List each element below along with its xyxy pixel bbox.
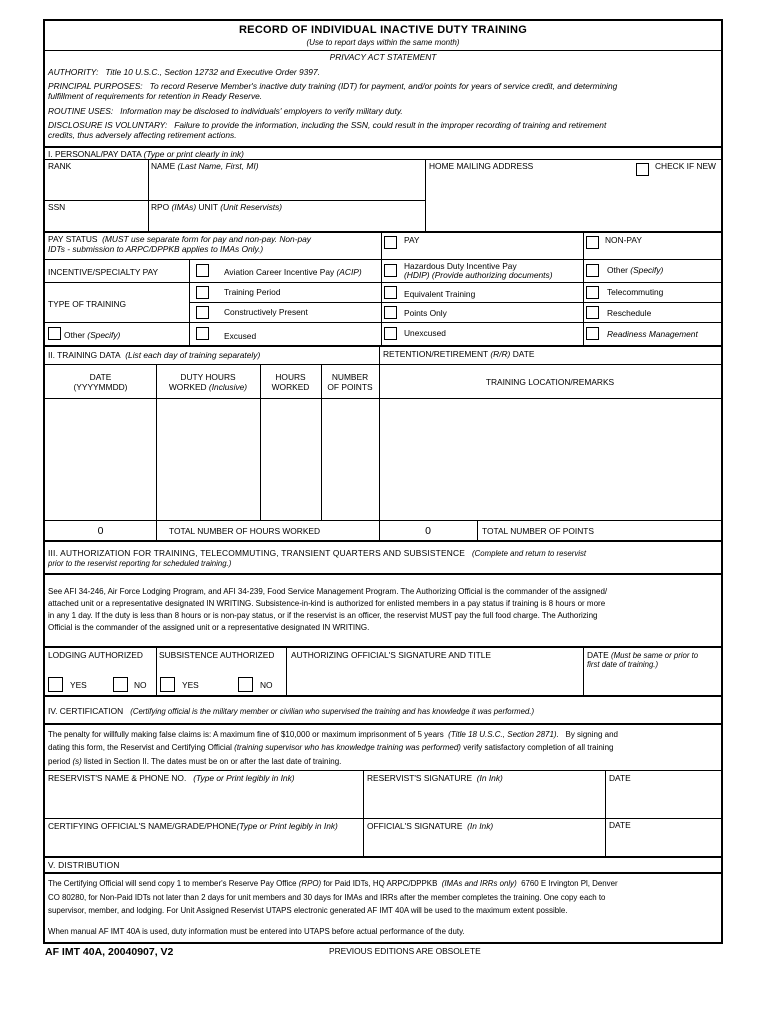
unexcused-label: Unexcused [404,328,446,338]
authority-label: AUTHORITY: [48,67,99,77]
form-id: AF IMT 40A, 20040907, V2 [45,946,174,958]
lodging-label: LODGING AUTHORIZED [48,650,143,660]
excused-label: Excused [224,331,257,341]
non-pay-checkbox[interactable] [586,236,599,249]
reschedule-label: Reschedule [607,308,652,318]
reservist-name-field[interactable] [47,784,361,816]
reservist-date-field[interactable] [607,784,719,816]
retention-label: RETENTION/RETIREMENT (R/R) DATE [383,349,535,359]
privacy-act-heading: PRIVACY ACT STATEMENT [329,52,437,62]
officials-signature-field[interactable] [365,832,603,855]
routine-text: Information may be disclosed to individuals' employers to verify military duty. [120,106,403,116]
equivalent-training-label: Equivalent Training [404,289,476,299]
section-3-para-4: Official is the commander of the assigned unit or a representative designated IN WRITING. [48,623,370,632]
other-pay-label: Other (Specify) [607,265,664,275]
section-3-para-2: attached unit or a representative designated IN WRITING. Subsistence-in-kind is authorized for enlisted members in a pay status if training is 8 hours or more [48,599,606,608]
hours-worked-column-field[interactable] [261,399,320,519]
penalty-line-2: dating this form, the Reservist and Certifying Official (training supervisor who has knowledge training was performed) verify satisfactory completion of all training [48,743,614,752]
disclosure-line-2: credits, thus adversely affecting retirement actions. [48,130,237,140]
total-hours-value: 0 [97,525,104,537]
form-subtitle: (Use to report days within the same month) [306,38,460,47]
rank-field[interactable] [47,171,147,199]
constructively-present-checkbox[interactable] [196,306,209,319]
penalty-line-3: period (s) listed in Section II. The dates must be on or after the last date of training. [48,757,342,766]
constructively-present-label: Constructively Present [224,307,308,317]
name-label: NAME (Last Name, First, MI) [151,161,259,171]
section-3-note-2: prior to the reservist reporting for scheduled training.) [48,559,232,568]
authority-line [48,67,320,77]
reschedule-checkbox[interactable] [586,306,599,319]
disclosure-label: DISCLOSURE IS VOLUNTARY: [48,120,168,130]
lodging-no-checkbox[interactable] [113,677,128,692]
reservist-name-label: RESERVIST'S NAME & PHONE NO. (Type or Print legibly in Ink) [48,773,295,783]
purposes-text: To record Reserve Member's inactive duty training (IDT) for payment, and/or points for years of service credit, and determining [149,81,618,91]
distribution-line-1: The Certifying Official will send copy 1 to member's Reserve Pay Office (RPO) for Paid IDTs, HQ ARPC/DPPKB (IMAs and IRRs only) 6760 E Irvington Pl, Denver [48,879,618,888]
other-training-label: Other (Specify) [64,330,121,340]
obsolete-notice: PREVIOUS EDITIONS ARE OBSOLETE [329,946,481,956]
duty-hours-column-field[interactable] [157,399,259,519]
type-of-training-label: TYPE OF TRAINING [48,299,127,309]
total-points-value: 0 [425,525,431,537]
telecommuting-label: Telecommuting [607,287,664,297]
section-2-heading: II. TRAINING DATA (List each day of training separately) [48,350,261,360]
points-only-checkbox[interactable] [384,306,397,319]
lodging-no-label: NO [134,680,147,690]
subsistence-label: SUBSISTENCE AUTHORIZED [159,650,275,660]
rank-label: RANK [48,161,72,171]
officials-signature-label: OFFICIAL'S SIGNATURE (In Ink) [367,821,494,831]
acip-label: Aviation Career Incentive Pay (ACIP) [224,267,362,277]
col-duty-hours-header: DUTY HOURS WORKED (Inclusive) [168,372,248,392]
training-period-label: Training Period [224,287,281,297]
rpo-unit-label: RPO (IMAs) UNIT (Unit Reservists) [151,202,283,212]
pay-status-note-2: IDTs - submission to ARPC/DPPKB applies to IMAs Only.) [48,244,264,254]
ssn-label: SSN [48,202,66,212]
training-period-checkbox[interactable] [196,286,209,299]
section-3-heading: III. AUTHORIZATION FOR TRAINING, TELECOMMUTING, TRANSIENT QUARTERS AND SUBSISTENCE (Complete and return to reservist [48,548,587,558]
subsistence-yes-checkbox[interactable] [160,677,175,692]
other-training-checkbox[interactable] [48,327,61,340]
incentive-pay-label: INCENTIVE/SPECIALTY PAY [48,267,159,277]
auth-signature-label: AUTHORIZING OFFICIAL'S SIGNATURE AND TITLE [291,650,491,660]
total-points-label: TOTAL NUMBER OF POINTS [482,526,594,536]
auth-date-note: first date of training.) [587,660,659,669]
non-pay-label: NON-PAY [605,235,642,245]
subsistence-no-label: NO [260,680,273,690]
af-imt-40a-form [43,19,723,944]
reservist-signature-field[interactable] [365,784,603,816]
ssn-field[interactable] [47,212,147,230]
excused-checkbox[interactable] [196,327,209,340]
readiness-management-label: Readiness Management [607,329,698,339]
equivalent-training-checkbox[interactable] [384,286,397,299]
telecommuting-checkbox[interactable] [586,286,599,299]
hdip-label: Hazardous Duty Incentive Pay [404,261,517,271]
routine-label: ROUTINE USES: [48,106,114,116]
hdip-note: (HDIP) (Provide authorizing documents) [404,270,553,280]
certifying-name-label: CERTIFYING OFFICIAL'S NAME/GRADE/PHONE(Type or Print legibly in Ink) [48,821,338,831]
pay-status-label: PAY STATUS (MUST use separate form for pay and non-pay. Non-pay [48,234,311,244]
certifying-name-field[interactable] [47,832,361,855]
points-only-label: Points Only [404,308,447,318]
subsistence-no-checkbox[interactable] [238,677,253,692]
distribution-line-2: CO 80280, for Non-Paid IDTs not later than 2 days for unit members and 30 days for IMAs and IRRs after the member completes the training. One copy each to [48,893,606,902]
total-hours-label: TOTAL NUMBER OF HOURS WORKED [169,526,321,536]
reservist-signature-label: RESERVIST'S SIGNATURE (In Ink) [367,773,503,783]
purposes-label: PRINCIPAL PURPOSES: [48,81,143,91]
check-if-new-label: CHECK IF NEW [655,161,716,171]
pay-label: PAY [404,235,420,245]
pay-checkbox[interactable] [384,236,397,249]
distribution-line-4: When manual AF IMT 40A is used, duty information must be entered into UTAPS before actual performance of the duty. [48,927,465,936]
points-column-field[interactable] [322,399,378,519]
lodging-yes-checkbox[interactable] [48,677,63,692]
section-3-para-1: See AFI 34-246, Air Force Lodging Program, and AFI 34-239, Food Service Management Program. The Authorizing Official is the commander of the assigned/ [48,587,608,596]
disclosure-text: Failure to provide the information, including the SSN, could result in the improper recording of training and retirement [174,120,607,130]
col-points-header: NUMBER OF POINTS [327,372,373,392]
date-column-field[interactable] [46,399,155,519]
form-title: RECORD OF INDIVIDUAL INACTIVE DUTY TRAINING [238,24,528,36]
auth-signature-field[interactable] [289,662,581,694]
certifying-date-label: DATE [609,820,631,830]
acip-checkbox[interactable] [196,264,209,277]
lodging-yes-label: YES [70,680,87,690]
auth-date-label: DATE (Must be same or prior to [587,650,699,660]
name-field[interactable] [151,171,421,199]
purposes-line [48,81,617,91]
hdip-checkbox[interactable] [384,264,397,277]
home-address-field[interactable] [429,173,719,229]
col-date-header: DATE (YYYYMMDD) [73,372,128,392]
authority-text: Title 10 U.S.C., Section 12732 and Executive Order 9397. [105,67,320,77]
distribution-line-3: supervisor, member, and lodging. For Unit Assigned Reservist UTAPS electronic generated AF IMT 40A will be used to the maximum extent possible. [48,906,568,915]
readiness-management-checkbox[interactable] [586,327,599,340]
disclosure-line [48,120,606,130]
penalty-line-1: The penalty for willfully making false claims is: A maximum fine of $10,000 or maximum imprisonment of 5 years (Title 18 U.S.C., Section 2871). By signing and [48,730,618,739]
certifying-date-field[interactable] [607,832,719,855]
reservist-date-label: DATE [609,773,631,783]
col-location-header: TRAINING LOCATION/REMARKS [485,377,615,387]
purposes-line-2: fulfillment of requirements for retention in Ready Reserve. [48,91,263,101]
col-hours-worked-header: HOURS WORKED [271,372,310,392]
routine-line [48,106,403,116]
rpo-unit-field[interactable] [151,212,421,230]
check-if-new-checkbox[interactable] [636,163,649,176]
unexcused-checkbox[interactable] [384,327,397,340]
section-5-heading: V. DISTRIBUTION [48,860,120,870]
section-3-para-3: in any 1 day. If the duty is less than 8 hours or is non-pay status, or if the reservist is an officer, the reservist MUST pay the full food charge. The Authorizing [48,611,598,620]
subsistence-yes-label: YES [182,680,199,690]
section-4-heading: IV. CERTIFICATION (Certifying official is the military member or civilian who supervised the training and has knowledge it was performed.) [48,706,535,716]
section-1-heading: I. PERSONAL/PAY DATA (Type or print clearly in ink) [48,149,244,159]
home-address-label: HOME MAILING ADDRESS [429,161,534,171]
other-pay-checkbox[interactable] [586,264,599,277]
location-column-field[interactable] [380,399,720,519]
